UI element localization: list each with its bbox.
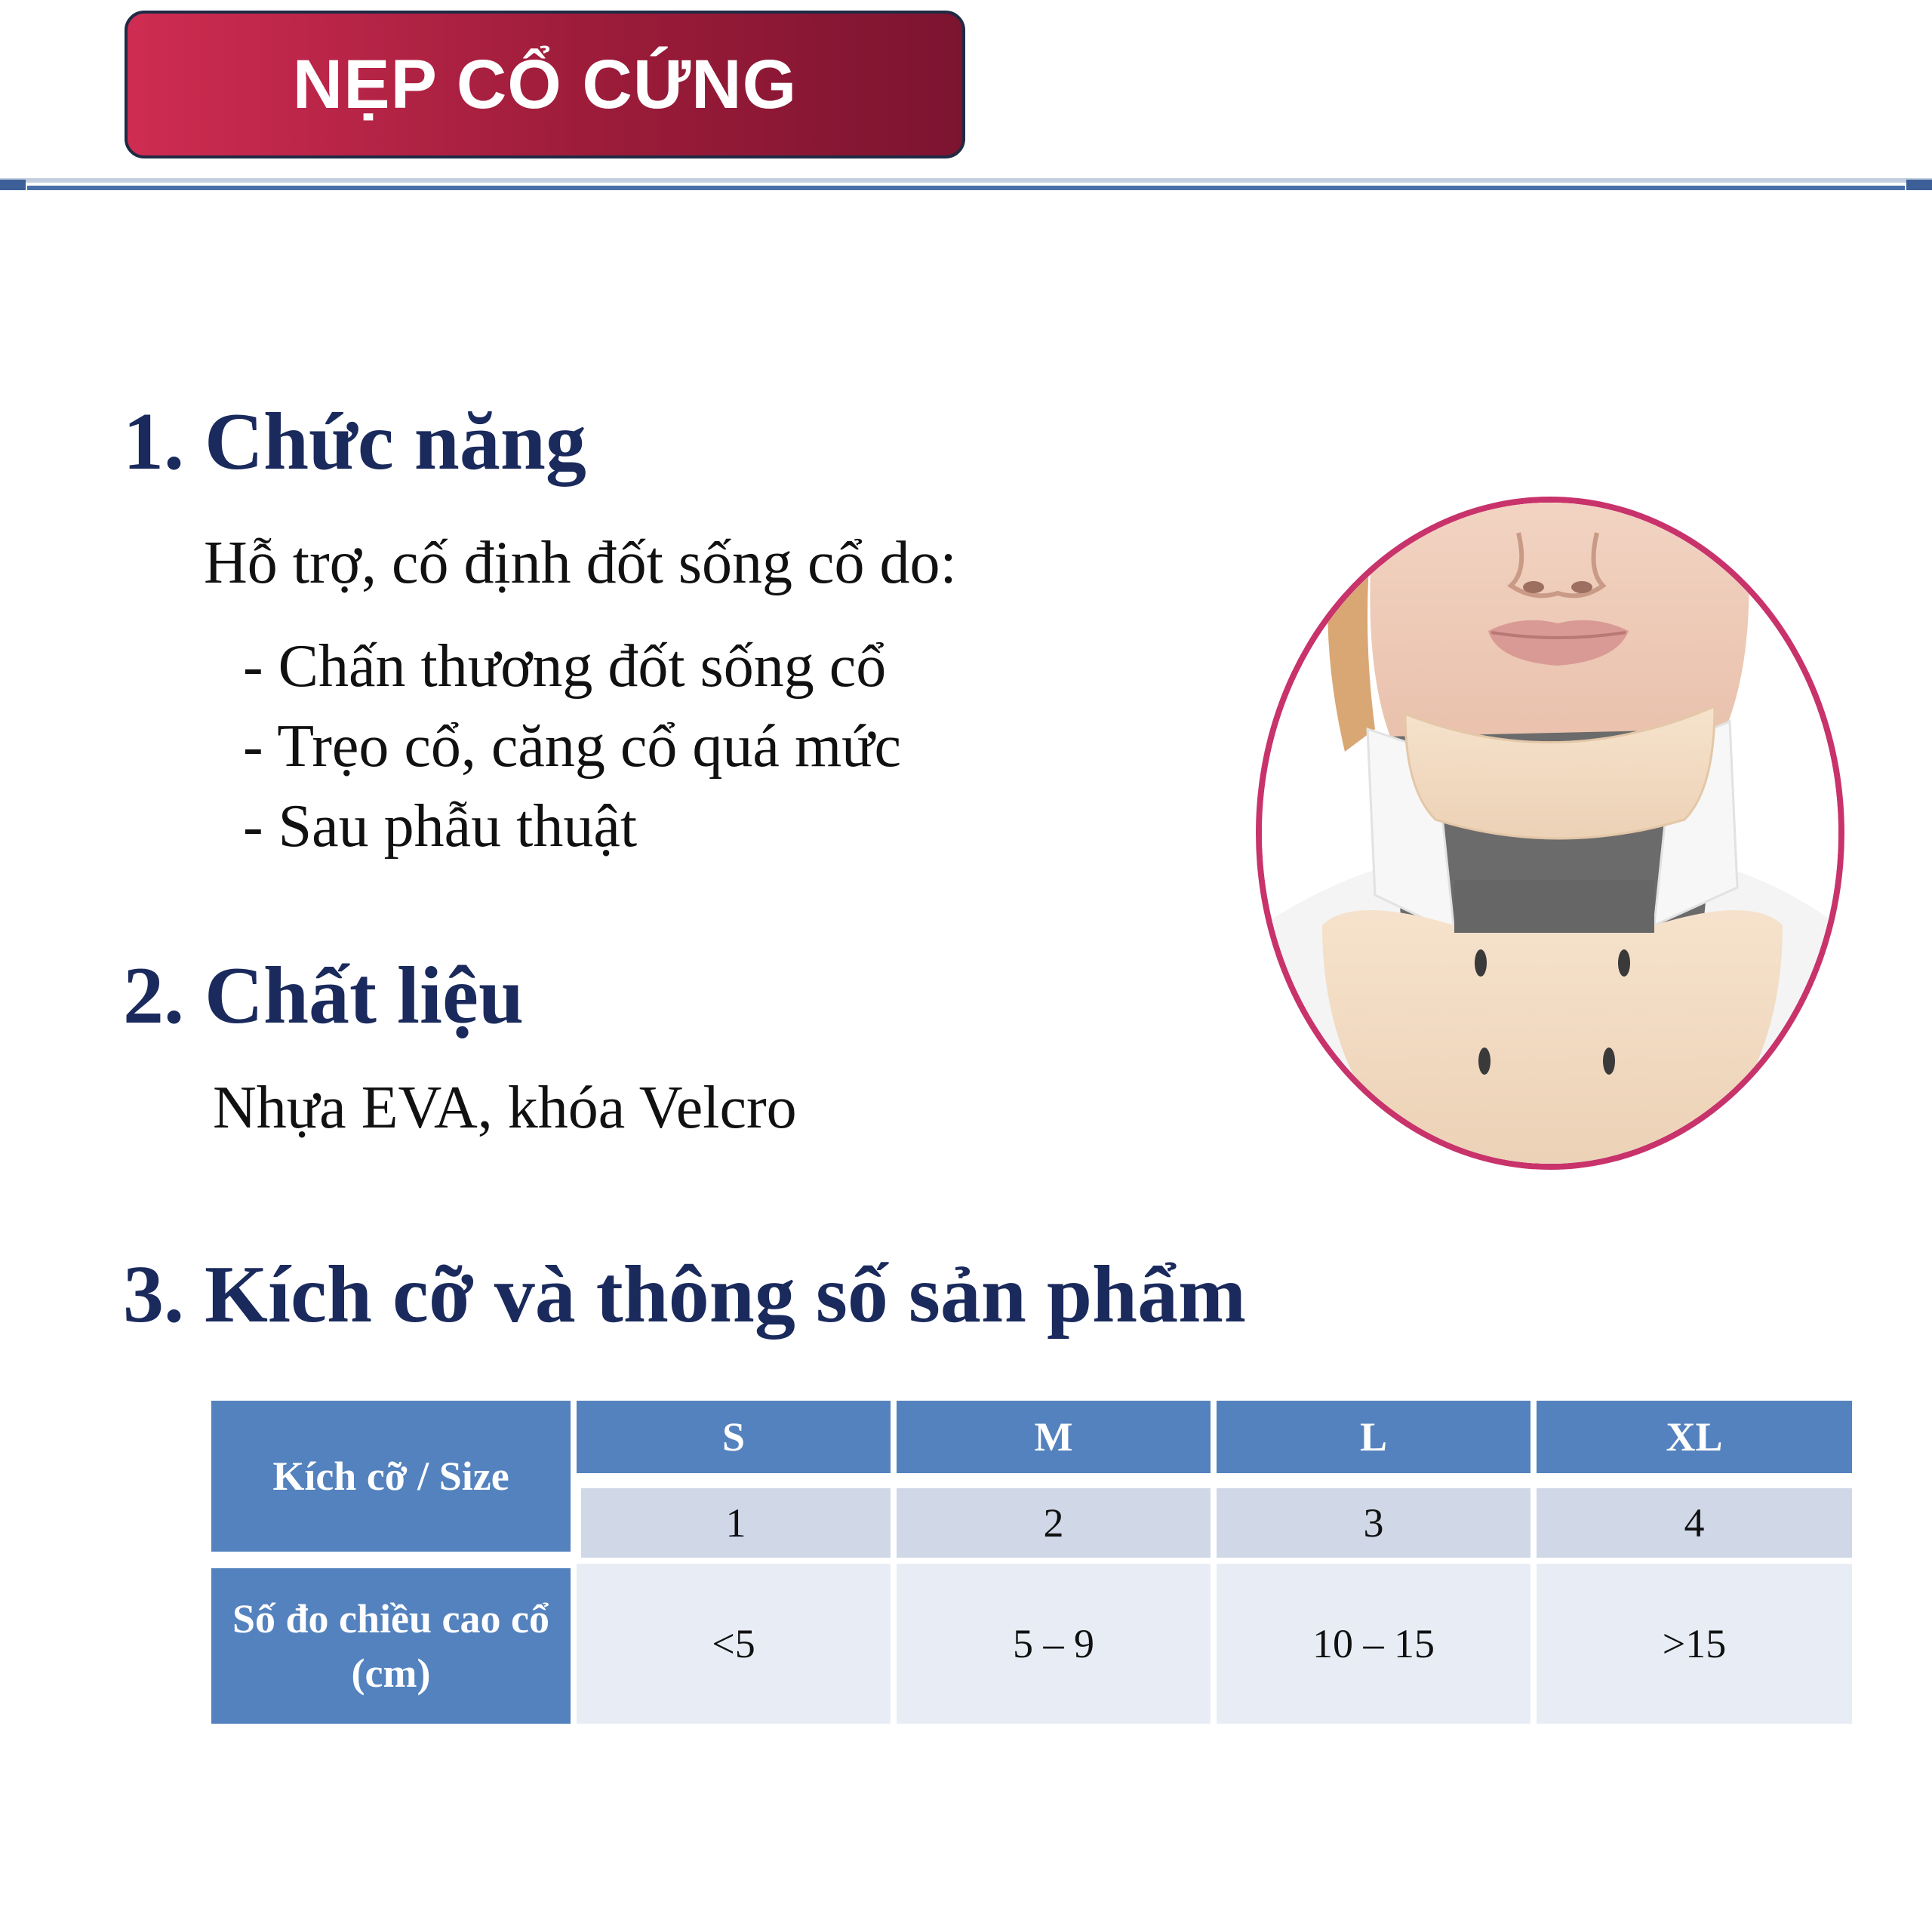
size-code-cell: 2 [897, 1488, 1211, 1558]
page-title: NẸP CỔ CỨNG [292, 45, 798, 123]
measure-value-cell: 5 – 9 [897, 1564, 1211, 1724]
function-intro: Hỗ trợ, cố định đốt sống cổ do: [204, 530, 957, 596]
neck-collar-illustration [1262, 503, 1838, 1164]
function-list [243, 626, 901, 866]
product-photo [1256, 497, 1844, 1170]
header-divider-back [0, 178, 1932, 183]
specs-heading: 3. Kích cỡ và thông số sản phẩm [123, 1250, 1247, 1340]
size-header-xl: XL [1537, 1401, 1852, 1473]
size-code-cell: 4 [1537, 1488, 1852, 1558]
divider-end-right [1906, 180, 1932, 190]
function-item: - Sau phẫu thuật [243, 793, 638, 860]
size-header-s: S [577, 1401, 891, 1473]
size-code-cell: 1 [581, 1488, 891, 1558]
header-divider [27, 186, 1905, 190]
measure-value-cell: 10 – 15 [1217, 1564, 1531, 1724]
function-item: - Chấn thương đốt sống cổ [243, 633, 887, 700]
size-header-m: M [897, 1401, 1211, 1473]
function-heading: 1. Chức năng [123, 397, 586, 487]
measure-label-cell: Số đo chiều cao cổ (cm) [211, 1568, 571, 1724]
size-code-cell: 3 [1217, 1488, 1531, 1558]
size-header-l: L [1217, 1401, 1531, 1473]
material-text: Nhựa EVA, khóa Velcro [213, 1075, 797, 1141]
size-label-cell: Kích cỡ / Size [211, 1401, 571, 1552]
measure-value-cell: <5 [577, 1564, 891, 1724]
size-table [211, 1401, 1852, 1724]
measure-value-cell: >15 [1537, 1564, 1852, 1724]
function-item: - Trẹo cổ, căng cổ quá mức [243, 713, 902, 780]
material-heading: 2. Chất liệu [123, 951, 525, 1041]
title-banner [125, 11, 965, 158]
divider-end-left [0, 180, 26, 190]
